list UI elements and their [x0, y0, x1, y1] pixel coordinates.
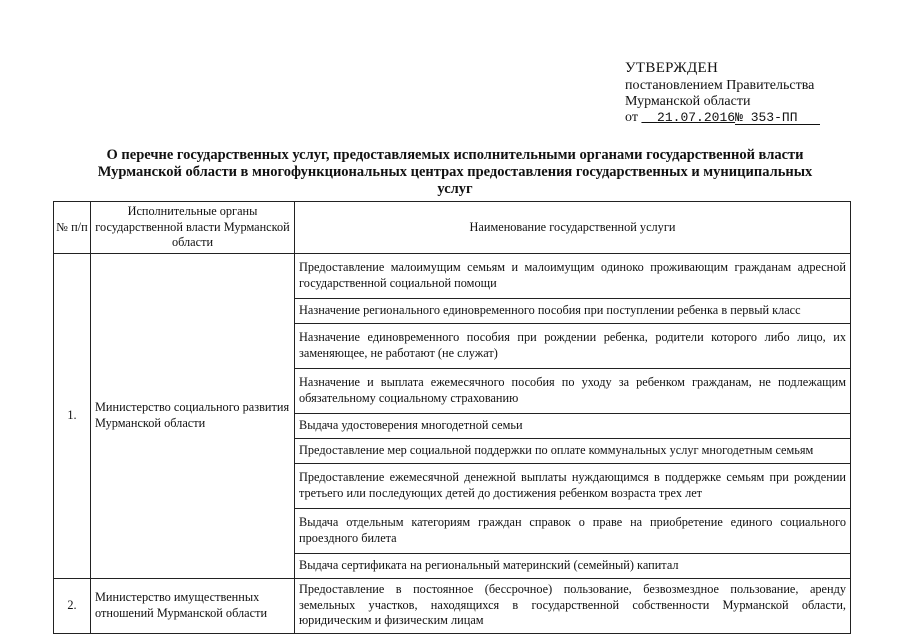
organization-name: Министерство имущественных отношений Мурманской области: [91, 578, 295, 633]
service-name: Назначение регионального единовременного пособия при поступлении ребенка в первый класс: [295, 298, 851, 323]
services-table: [53, 201, 851, 634]
header-service: Наименование государственной услуги: [295, 202, 851, 254]
service-name: Назначение и выплата ежемесячного пособия по уходу за ребенком гражданам, не подлежащим обязательному социальному страхованию: [295, 368, 851, 413]
service-name: Предоставление в постоянное (бессрочное) пользование, безвозмездное пользование, аренду земельных участков, находящихся в государственной собственности Мурманской области, юридическим и физическим лицам: [295, 578, 851, 633]
table-body: [54, 253, 851, 633]
approval-stamp: [625, 60, 895, 126]
document-title: [60, 147, 850, 198]
approval-heading: УТВЕРЖДЕН: [625, 60, 719, 76]
service-name: Назначение единовременного пособия при рождении ребенка, родители которого либо лицо, их заменяющее, не работают (не служат): [295, 323, 851, 368]
approval-date: 21.07.2016: [657, 110, 736, 125]
approval-number: № 353-ПП: [735, 111, 819, 125]
service-name: Выдача отдельным категориям граждан справок о праве на приобретение единого социального проездного билета: [295, 508, 851, 553]
row-number: 1.: [54, 253, 91, 578]
title-line-1: О перечне государственных услуг, предоставляемых исполнительными органами государственной власти: [106, 147, 804, 163]
organization-name: Министерство социального развития Мурманской области: [91, 253, 295, 578]
service-name: Выдача сертификата на региональный материнский (семейный) капитал: [295, 553, 851, 578]
approval-line-1: постановлением Правительства: [625, 78, 815, 93]
header-num: № п/п: [54, 202, 91, 254]
approval-line-2: Мурманской области: [625, 94, 751, 109]
table-row: [54, 253, 851, 298]
table-header-row: [54, 202, 851, 254]
service-name: Предоставление малоимущим семьям и малоимущим одиноко проживающим гражданам адресной государственной социальной помощи: [295, 253, 851, 298]
title-line-3: услуг: [437, 181, 473, 197]
title-line-2: Мурманской области в многофункциональных центрах предоставления государственных и муниципальных: [97, 164, 813, 180]
service-name: Предоставление мер социальной поддержки по оплате коммунальных услуг многодетным семьям: [295, 438, 851, 463]
row-number: 2.: [54, 578, 91, 633]
table-row: [54, 578, 851, 633]
service-name: Предоставление ежемесячной денежной выплаты нуждающимся в поддержке семьям при рождении третьего или последующих детей до достижения ребенком возраста трех лет: [295, 463, 851, 508]
service-name: Выдача удостоверения многодетной семьи: [295, 413, 851, 438]
date-prefix: от: [625, 110, 638, 125]
header-org: Исполнительные органы государственной власти Мурманской области: [91, 202, 295, 254]
approval-date-line: [625, 110, 895, 126]
